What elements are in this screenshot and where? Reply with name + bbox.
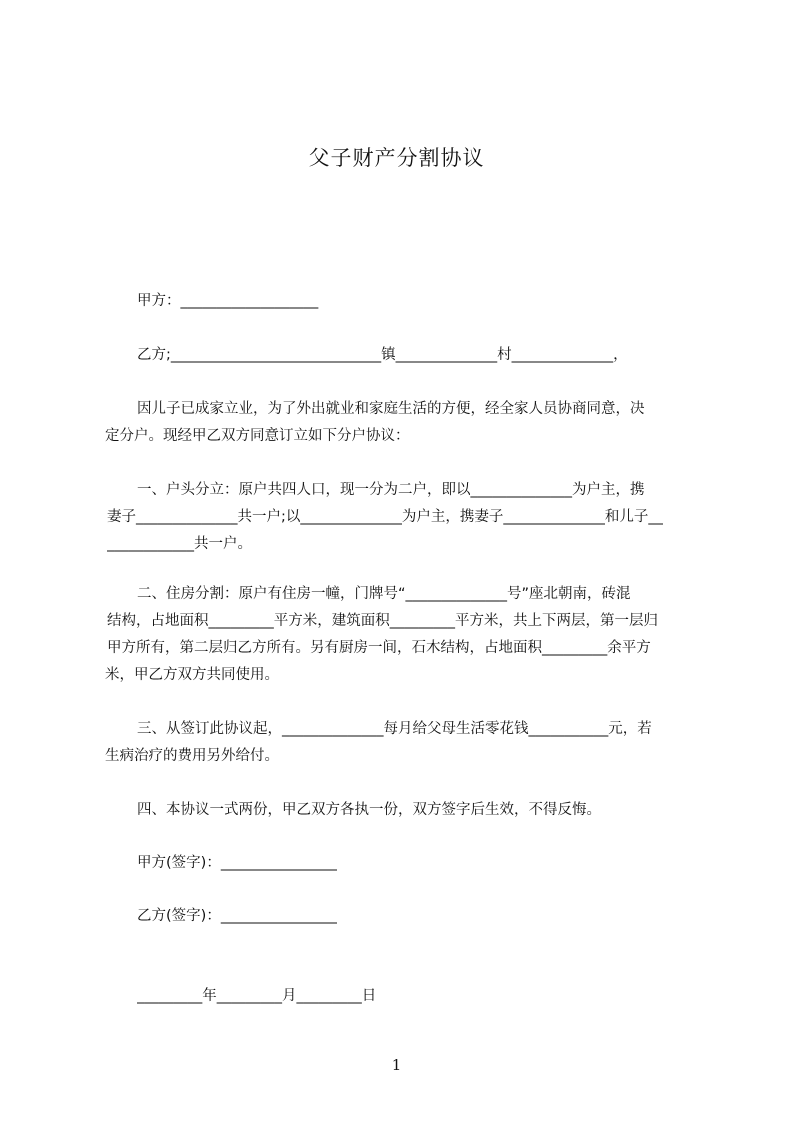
clause3-line-2: 生病治疗的费用另外给付。 xyxy=(105,748,279,764)
clause2-line-1: 二、住房分割：原户有住房一幢，门牌号“______________号”座北朝南，砖混 xyxy=(137,586,631,602)
signature-party-b: 乙方(签字)：________________ xyxy=(137,908,337,924)
clause1-line-3: ____________共一户。 xyxy=(107,536,252,552)
clause1-line-2: 妻子______________共一户;以______________为户主，携妻子______________和儿子__ xyxy=(107,509,663,525)
intro-line-1: 因儿子已成家立业，为了外出就业和家庭生活的方便，经全家人员协商同意，决 xyxy=(137,401,645,417)
party-a-line: 甲方：___________________ xyxy=(137,293,319,309)
document-title: 父子财产分割协议 xyxy=(308,146,485,170)
intro-line-2: 定分户。现经甲乙双方同意订立如下分户协议： xyxy=(105,428,410,444)
clause1-line-1: 一、户头分立：原户共四人口，现一分为二户，即以______________为户主，携 xyxy=(137,482,645,498)
clause2-line-3: 甲方所有，第二层归乙方所有。另有厨房一间，石木结构，占地面积_________余平方 xyxy=(107,640,651,656)
party-b-line: 乙方;_____________________________镇______________村______________， xyxy=(137,347,628,363)
page-number: 1 xyxy=(391,1056,402,1074)
clause3-line-1: 三、从签订此协议起，______________每月给父母生活零花钱___________元，若 xyxy=(137,721,652,737)
clause2-line-2: 结构，占地面积_________平方米，建筑面积_________平方米，共上下两层，第一层归 xyxy=(107,613,658,629)
clause2-line-4: 米，甲乙方双方共同使用。 xyxy=(105,667,279,683)
signature-party-a: 甲方(签字)：________________ xyxy=(137,855,337,871)
clause4-line: 四、本协议一式两份，甲乙双方各执一份，双方签字后生效，不得反悔。 xyxy=(137,802,601,818)
date-line: _________年_________月_________日 xyxy=(137,988,377,1004)
